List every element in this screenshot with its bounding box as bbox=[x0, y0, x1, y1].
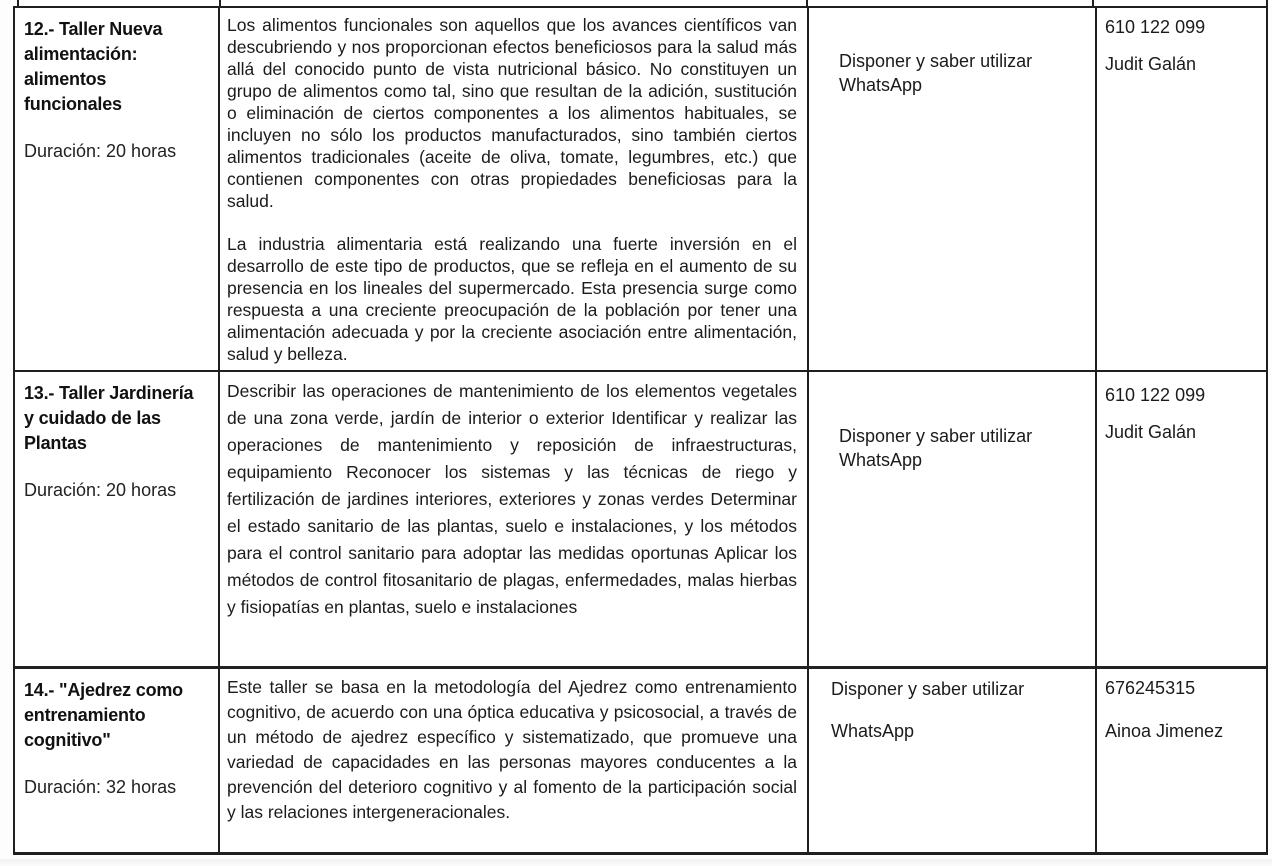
workshop-title-cell bbox=[15, 8, 218, 370]
workshop-description-cell bbox=[218, 370, 807, 666]
workshop-duration: Duración: 32 horas bbox=[24, 777, 177, 797]
requirement-text: Disponer y saber utilizar WhatsApp bbox=[839, 51, 1033, 95]
workshops-table bbox=[13, 6, 1268, 855]
requirement-cell bbox=[807, 666, 1095, 852]
workshop-title-cell bbox=[15, 370, 218, 666]
workshop-description-cell bbox=[218, 8, 807, 370]
contact-phone: 676245315 bbox=[1105, 678, 1196, 698]
workshop-description-cell bbox=[218, 666, 807, 852]
contact-name: Judit Galán bbox=[1105, 422, 1197, 442]
description-paragraph: La industria alimentaria está realizando una fuerte inversión en el desarrollo de este tipo de productos, que se refleja en el aumento de su presencia en los lineales del supermercado. Esta presencia surge como respuesta a una creciente preocupación de la población por tener una alimentación adecuada y por la creciente asociación entre alimentación, salud y belleza. bbox=[227, 234, 797, 364]
workshop-title-cell bbox=[15, 666, 218, 852]
description-paragraph: Este taller se basa en la metodología del Ajedrez como entrenamiento cognitivo, de acuerdo con una óptica educativa y psicosocial, a través de un método de ajedrez específico y sistematizado, que promueve una variedad de capacidades en las personas mayores conducentes a la prevención del deterioro cognitivo y al fomento de la participación social y las relaciones intergeneracionales. bbox=[227, 677, 797, 822]
requirement-cell bbox=[807, 370, 1095, 666]
contact-name: Judit Galán bbox=[1105, 54, 1197, 74]
requirement-text-line1: Disponer y saber utilizar bbox=[831, 679, 1025, 699]
requirement-text: Disponer y saber utilizar WhatsApp bbox=[839, 426, 1033, 470]
workshop-title: 12.- Taller Nueva alimentación: alimentos funcionales bbox=[24, 19, 163, 114]
description-paragraph: Los alimentos funcionales son aquellos que los avances científicos van descubriendo y nos proporcionan efectos beneficiosos para la salud más allá del conocido punto de vista nutricional básico. No constituyen un grupo de alimentos como tal, sino que resultan de la adición, sustitución o eliminación de ciertos componentes a los alimentos habituales, se incluyen no sólo los productos manufacturados, sino también ciertos alimentos tradicionales (aceite de oliva, tomate, legumbres, etc.) que contienen componentes con otras propiedades beneficiosas para la salud. bbox=[227, 15, 797, 211]
workshop-title: 13.- Taller Jardinería y cuidado de las Plantas bbox=[24, 383, 194, 453]
description-paragraph: Describir las operaciones de mantenimiento de los elementos vegetales de una zona verde, jardín de interior o exterior Identificar y realizar las operaciones de mantenimiento y reposición de infraestructuras, equipamiento Reconocer los sistemas y las técnicas de riego y fertilización de jardines interiores, exteriores y zonas verdes Determinar el estado sanitario de las plantas, suelo e instalaciones, y los métodos para el control sanitario para adoptar las medidas oportunas Aplicar los métodos de control fitosanitario de plagas, enfermedades, malas hierbas y fisiopatías en plantas, suelo e instalaciones bbox=[227, 381, 797, 617]
requirement-cell bbox=[807, 8, 1095, 370]
requirement-text-line2: WhatsApp bbox=[831, 721, 915, 741]
contact-cell bbox=[1095, 8, 1266, 370]
contact-name: Ainoa Jimenez bbox=[1105, 721, 1224, 741]
workshop-duration: Duración: 20 horas bbox=[24, 141, 177, 161]
contact-cell bbox=[1095, 370, 1266, 666]
contact-phone: 610 122 099 bbox=[1105, 385, 1206, 405]
workshop-duration: Duración: 20 horas bbox=[24, 480, 177, 500]
contact-cell bbox=[1095, 666, 1266, 852]
scan-artifact-band bbox=[0, 859, 1272, 866]
workshop-title: 14.- "Ajedrez como entrenamiento cognitivo" bbox=[24, 680, 183, 750]
contact-phone: 610 122 099 bbox=[1105, 17, 1206, 37]
